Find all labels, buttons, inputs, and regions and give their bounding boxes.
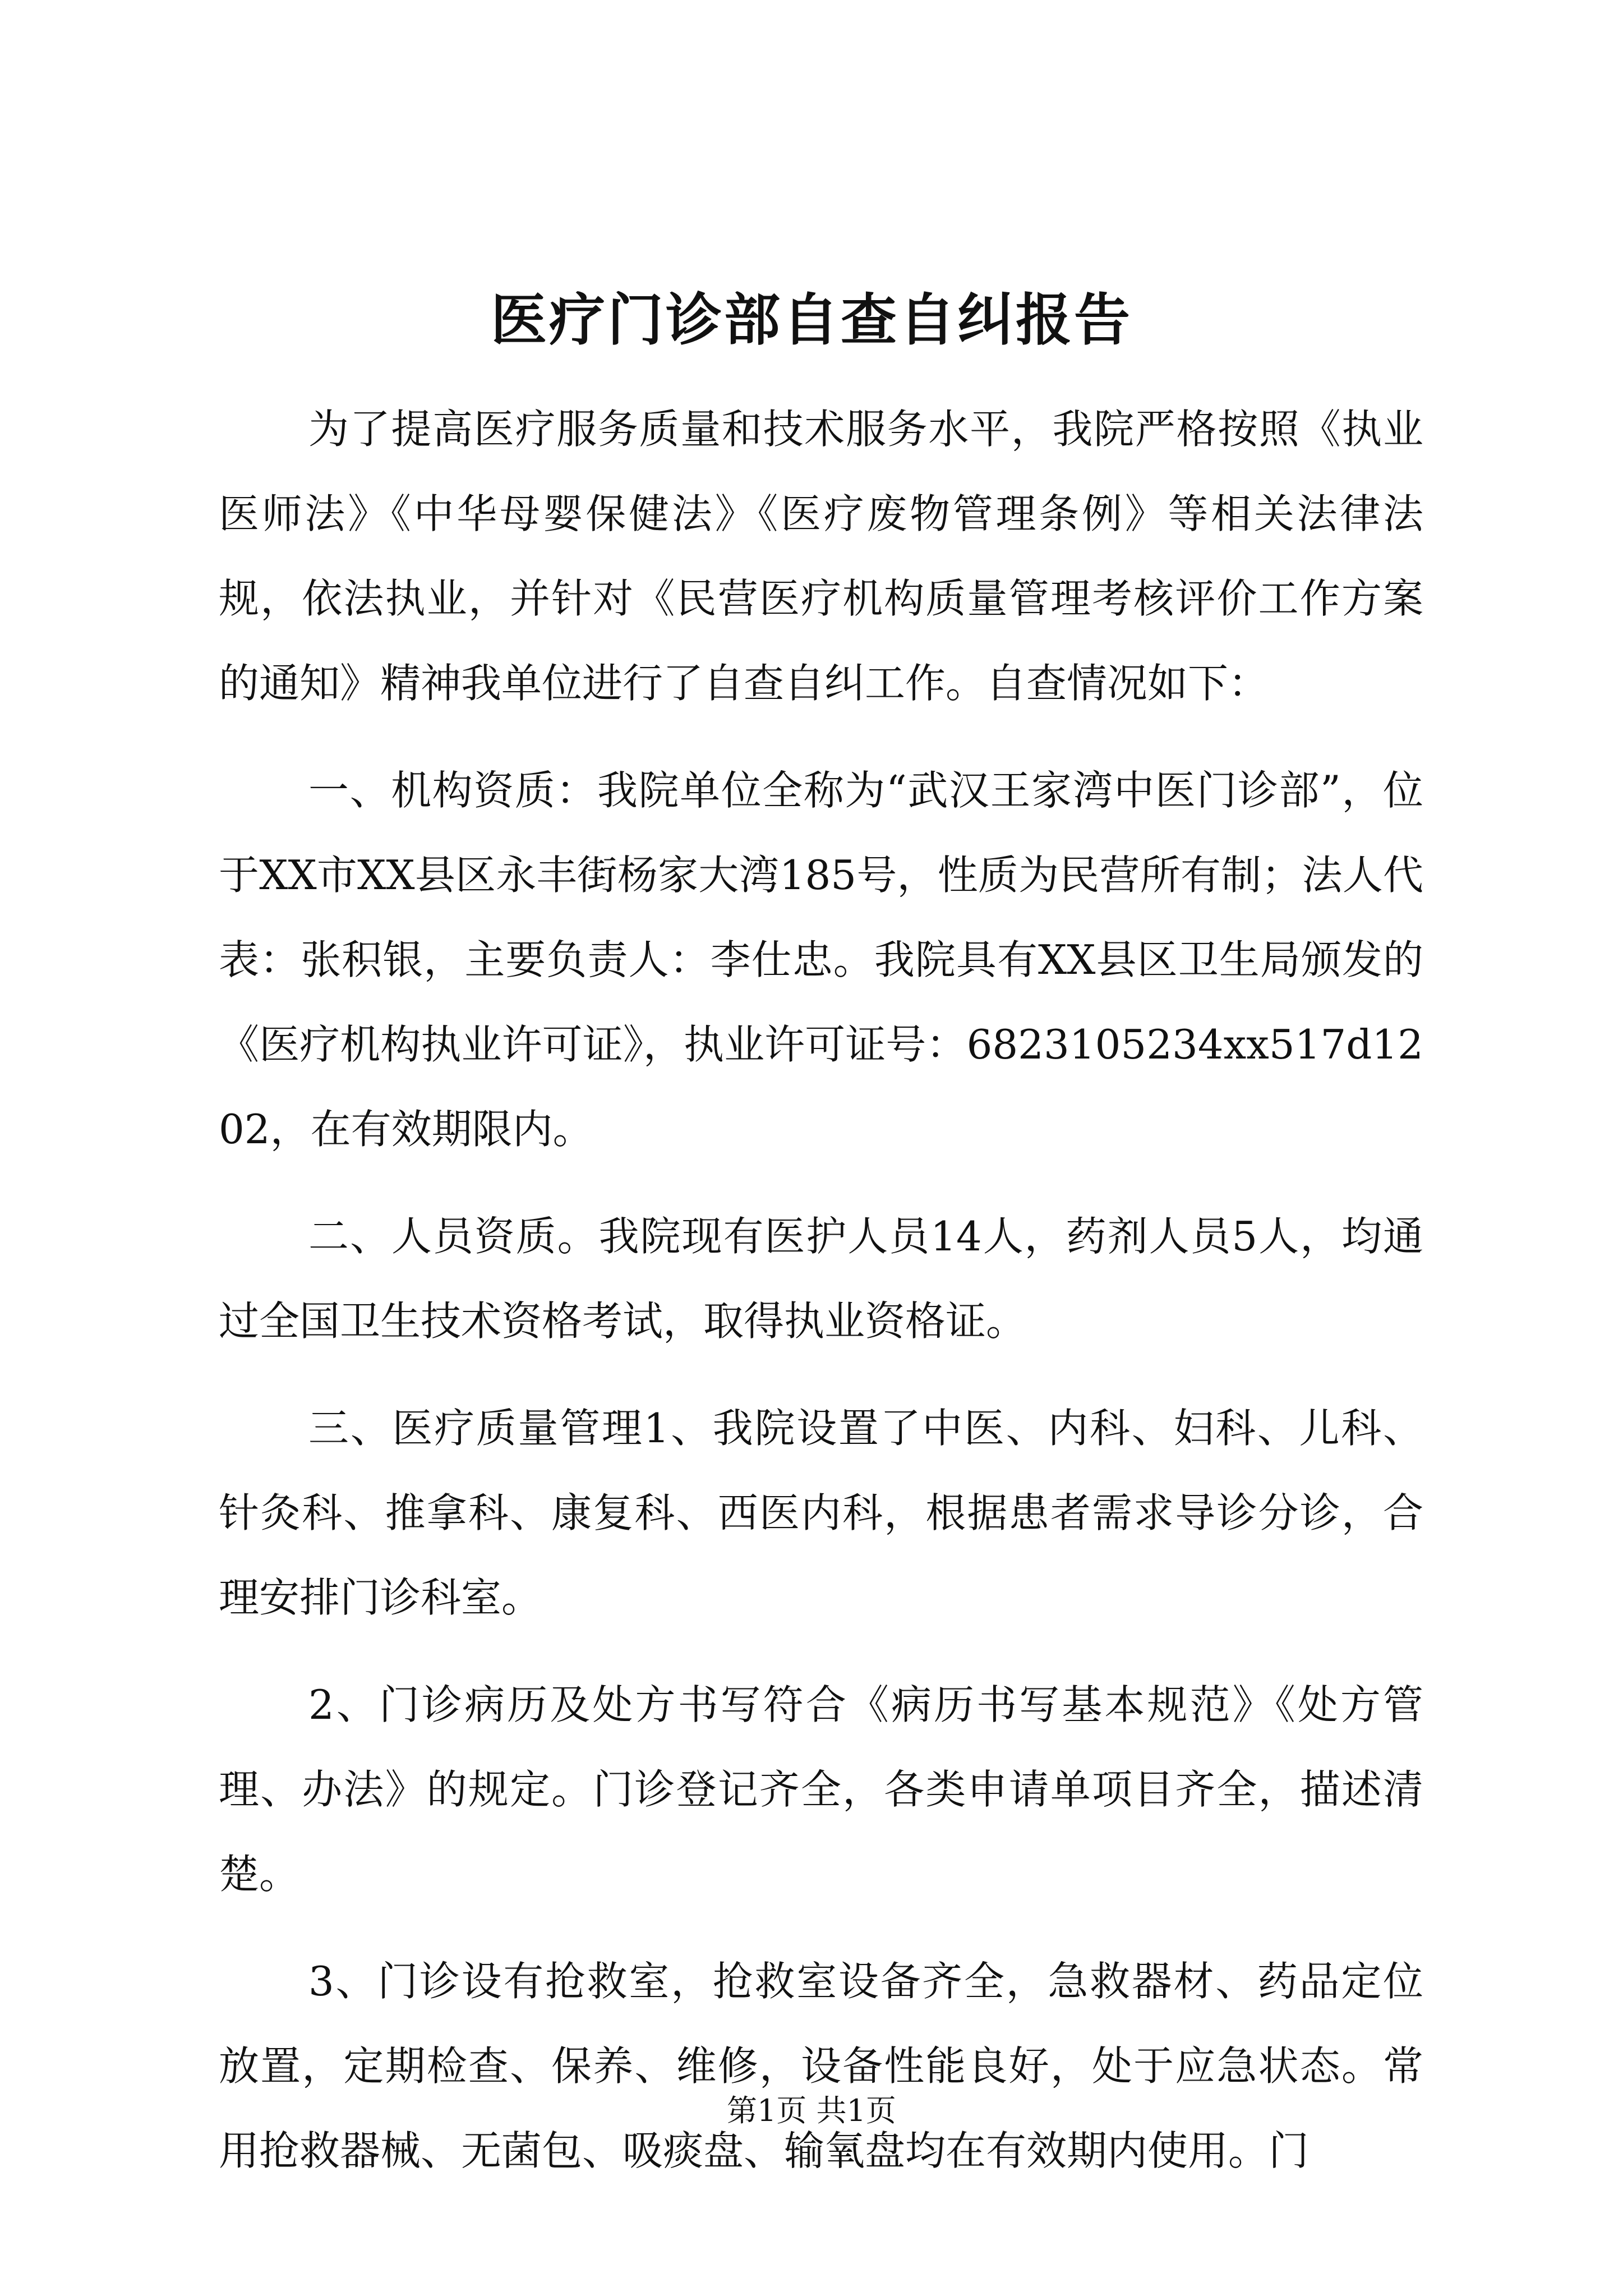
paragraph-quality-management-1: 三、医疗质量管理1、我院设置了中医、内科、妇科、儿科、针灸科、推拿科、康复科、西医内科，根据患者需求导诊分诊，合理安排门诊科室。 (219, 1405, 1423, 1621)
paragraph-intro: 为了提高医疗服务质量和技术服务水平，我院严格按照《执业医师法》《中华母婴保健法》《医疗废物管理条例》等相关法律法规，依法执业，并针对《民营医疗机构质量管理考核评价工作方案的通知》精神我单位进行了自查自纠工作。自查情况如下： (219, 406, 1423, 707)
page-footer: 第1页 共1页 (727, 2093, 896, 2128)
document-body (219, 387, 1423, 2216)
paragraph-quality-management-3: 3、门诊设有抢救室，抢救室设备齐全，急救器材、药品定位放置，定期检查、保养、维修，设备性能良好，处于应急状态。常用抢救器械、无菌包、吸痰盘、输氧盘均在有效期内使用。门 (219, 1958, 1423, 2174)
document-title: 医疗门诊部自查自纠报告 (491, 287, 1132, 353)
paragraph-quality-management-2: 2、门诊病历及处方书写符合《病历书写基本规范》《处方管理、办法》的规定。门诊登记齐全，各类申请单项目齐全，描述清楚。 (219, 1681, 1423, 1898)
paragraph-institution-qualification: 一、机构资质：我院单位全称为“武汉王家湾中医门诊部”，位于XX市XX县区永丰街杨家大湾185号，性质为民营所有制；法人代表：张积银，主要负责人：李仕忠。我院具有XX县区卫生局颁发的《医疗机构执业许可证》，执业许可证号：6823105234xx517d1202，在有效期限内。 (219, 767, 1423, 1153)
paragraph-staff-qualification: 二、人员资质。我院现有医护人员14人，药剂人员5人，均通过全国卫生技术资格考试，取得执业资格证。 (219, 1213, 1423, 1345)
